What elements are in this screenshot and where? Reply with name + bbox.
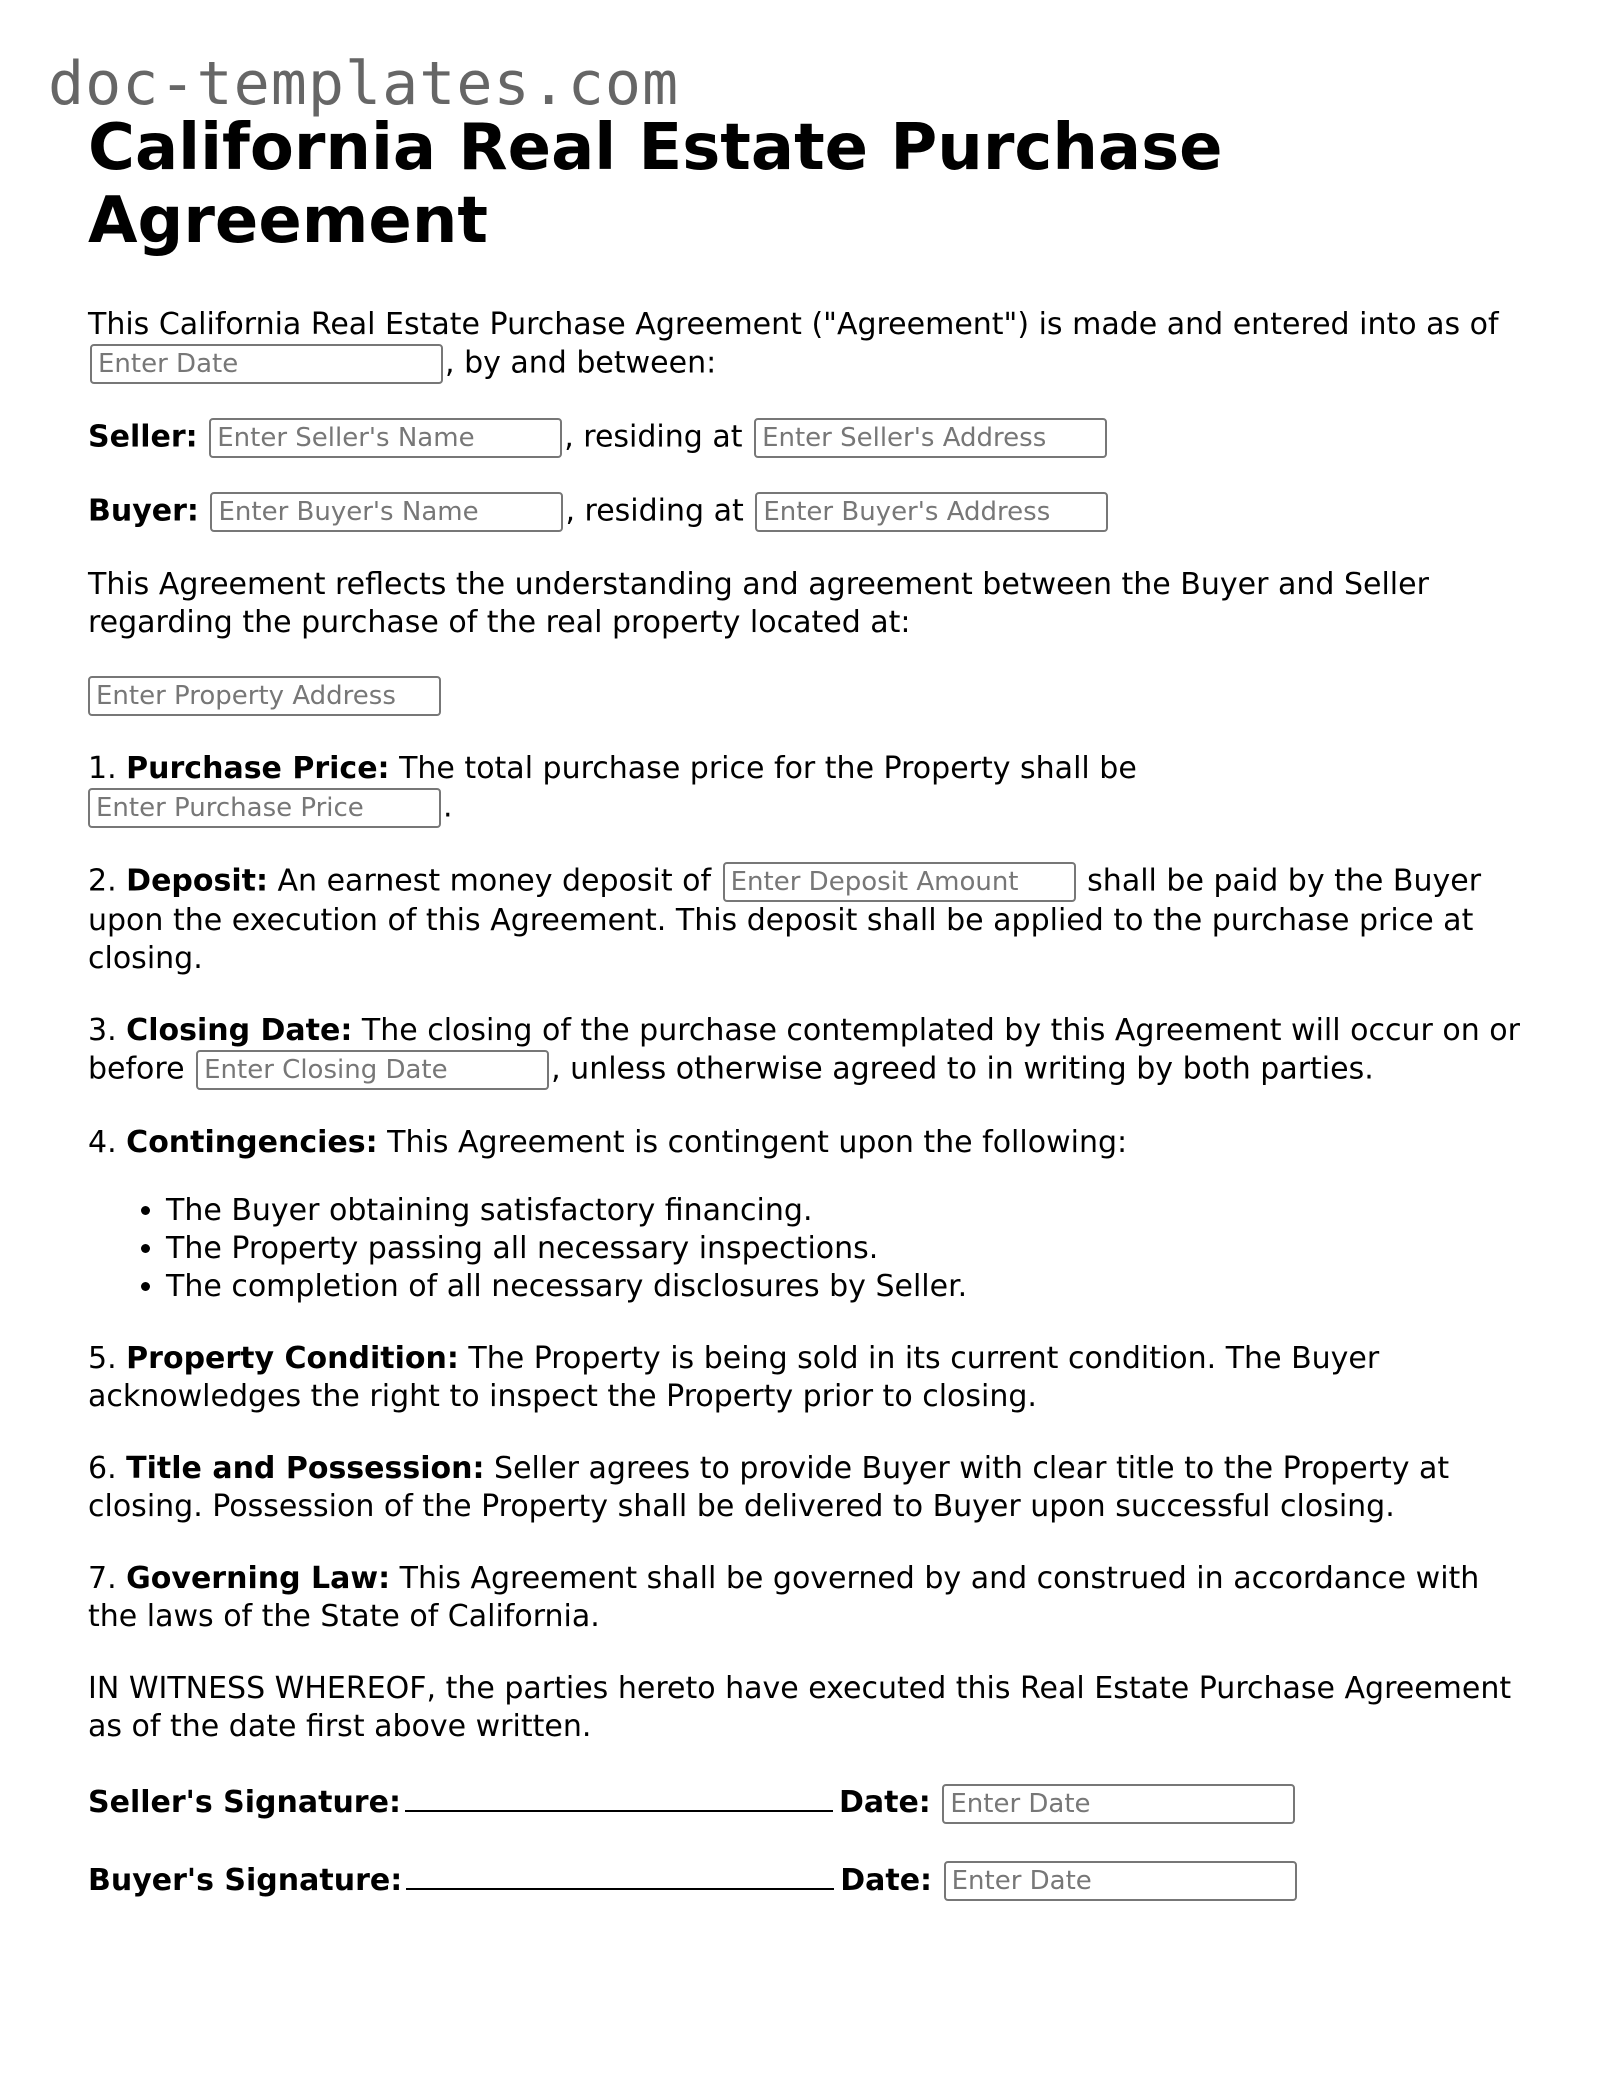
buyer-signature-line[interactable] <box>406 1858 834 1890</box>
watermark: doc-templates.com <box>48 49 680 119</box>
document <box>88 112 1528 1901</box>
section-number: 7. <box>88 1561 117 1596</box>
buyer-address-input[interactable] <box>755 492 1108 532</box>
seller-signature-row <box>88 1780 1528 1824</box>
seller-label: Seller: <box>88 419 198 455</box>
section-text: The total purchase price for the Property shall be <box>399 751 1137 786</box>
section-heading: Governing Law: <box>126 1561 391 1596</box>
section-number: 3. <box>88 1013 117 1048</box>
section-text: The Property is being sold in its current condition. The Buyer acknowledges the right to inspect the Property prior to closing. <box>88 1341 1380 1414</box>
section-number: 5. <box>88 1341 117 1376</box>
closing-date-input[interactable] <box>196 1050 549 1090</box>
page-title: California Real Estate Purchase Agreement <box>88 111 1223 258</box>
deposit-amount-input[interactable] <box>723 862 1076 902</box>
buyer-signature-label: Buyer's Signature: <box>88 1862 403 1898</box>
property-address-input[interactable] <box>88 676 441 716</box>
section-heading: Purchase Price: <box>126 751 390 786</box>
understanding-paragraph: This Agreement reflects the understanding and agreement between the Buyer and Seller regarding the purchase of the real property located at: <box>88 567 1429 640</box>
intro-text: This California Real Estate Purchase Agreement ("Agreement") is made and entered into as of <box>88 307 1499 342</box>
section-text: Seller agrees to provide Buyer with clear title to the Property at closing. Possession of the Property shall be delivered to Buyer upon successful closing. <box>88 1451 1450 1524</box>
date-label: Date: <box>840 1862 933 1898</box>
purchase-price-input[interactable] <box>88 788 441 828</box>
section-number: 6. <box>88 1451 117 1486</box>
seller-name-input[interactable] <box>209 418 562 458</box>
contingencies-list <box>88 1192 1528 1306</box>
date-label: Date: <box>838 1785 931 1820</box>
section-number: 1. <box>88 751 117 786</box>
list-item: • The completion of all necessary disclosures by Seller. <box>166 1268 1528 1306</box>
section-text: This Agreement is contingent upon the following: <box>387 1125 1128 1160</box>
section-title-possession <box>88 1450 1528 1526</box>
agreement-date-input[interactable] <box>90 344 443 384</box>
buyer-line <box>88 492 1528 532</box>
list-item: • The Buyer obtaining satisfactory financing. <box>166 1192 1528 1230</box>
section-text: This Agreement shall be governed by and construed in accordance with the laws of the State of California. <box>88 1561 1480 1634</box>
section-text-after: . <box>443 789 453 825</box>
section-text-after: , unless otherwise agreed to in writing by both parties. <box>551 1051 1374 1087</box>
section-contingencies <box>88 1124 1528 1162</box>
buyer-residing-text: , residing at <box>565 493 744 529</box>
seller-signature-label: Seller's Signature: <box>88 1785 401 1820</box>
intro-paragraph <box>88 306 1528 384</box>
seller-signature-date-input[interactable] <box>942 1784 1295 1824</box>
section-heading: Title and Possession: <box>126 1451 485 1486</box>
section-heading: Deposit: <box>126 863 268 899</box>
witness-paragraph: IN WITNESS WHEREOF, the parties hereto have executed this Real Estate Purchase Agreement as of the date first above written. <box>88 1671 1512 1744</box>
seller-signature-line[interactable] <box>405 1780 833 1812</box>
section-heading: Contingencies: <box>126 1125 378 1160</box>
seller-address-input[interactable] <box>754 418 1107 458</box>
section-property-condition <box>88 1340 1528 1416</box>
section-closing-date <box>88 1012 1528 1090</box>
section-deposit <box>88 862 1528 978</box>
buyer-name-input[interactable] <box>210 492 563 532</box>
section-heading: Closing Date: <box>126 1013 353 1048</box>
section-purchase-price <box>88 750 1528 828</box>
intro-text-after: , by and between: <box>445 345 717 381</box>
section-heading: Property Condition: <box>126 1341 459 1376</box>
seller-residing-text: , residing at <box>564 419 743 455</box>
section-number: 2. <box>88 863 117 899</box>
buyer-label: Buyer: <box>88 493 199 529</box>
list-item: • The Property passing all necessary inspections. <box>166 1230 1528 1268</box>
seller-line <box>88 418 1528 458</box>
section-text-after: shall be paid by the Buyer upon the execution of this Agreement. This deposit shall be applied to the purchase price at closing. <box>88 863 1482 976</box>
buyer-signature-date-input[interactable] <box>944 1861 1297 1901</box>
buyer-signature-row <box>88 1858 1528 1902</box>
property-address-row <box>88 676 1528 716</box>
section-text: The closing of the purchase contemplated by this Agreement will occur on or before <box>88 1013 1520 1087</box>
section-governing-law <box>88 1560 1528 1636</box>
section-text: An earnest money deposit of <box>277 863 712 899</box>
section-number: 4. <box>88 1125 117 1160</box>
